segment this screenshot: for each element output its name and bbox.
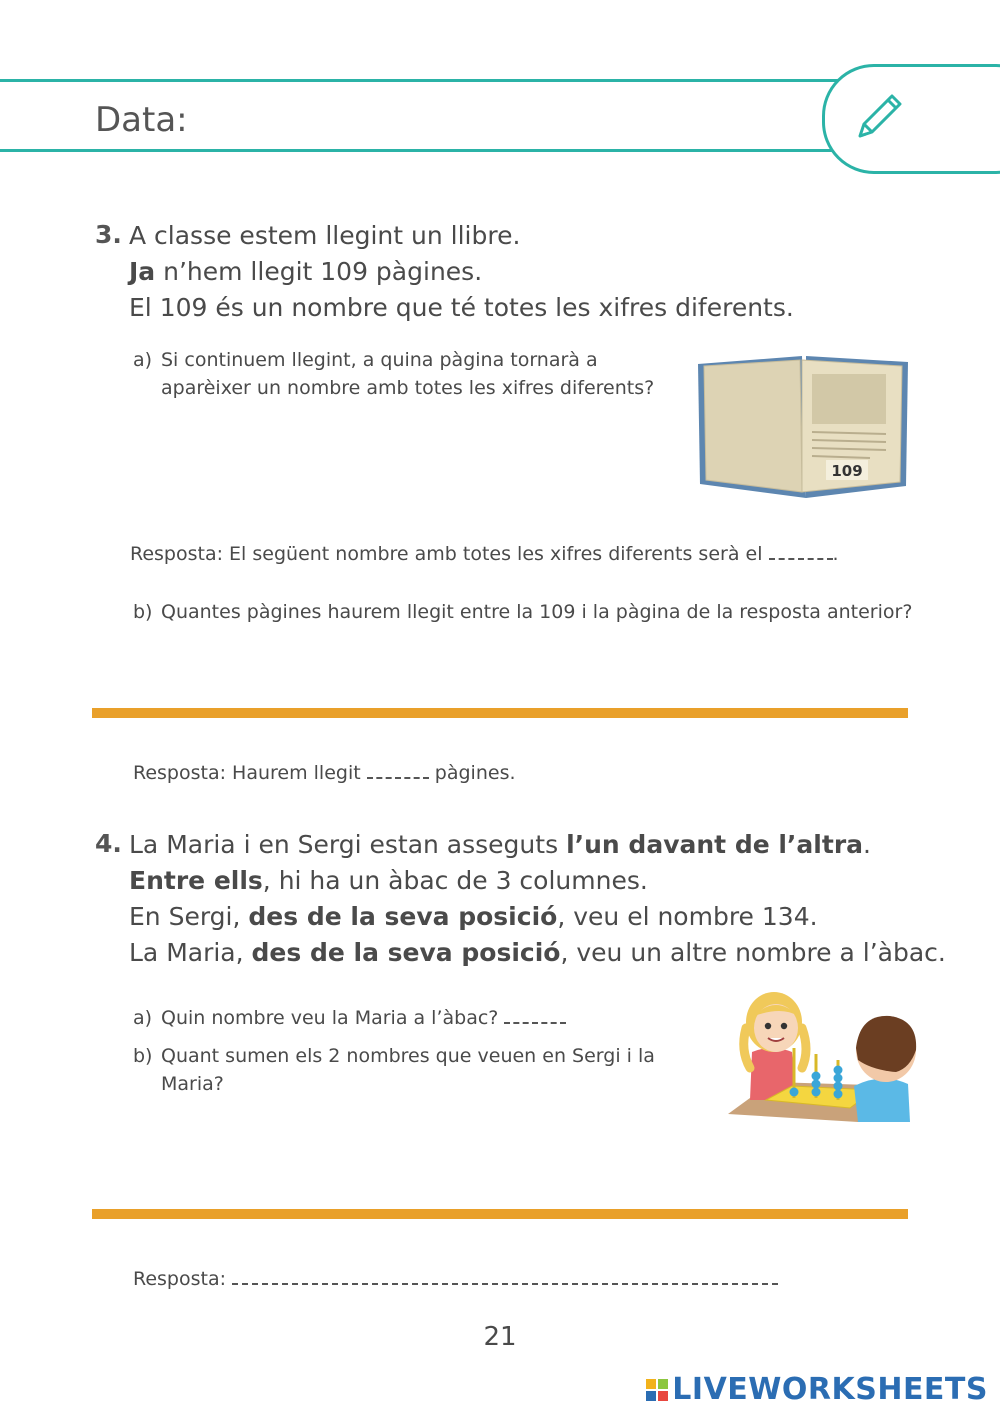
q3-answer-a: Resposta: El següent nombre amb totes les xifres diferents serà el . bbox=[130, 543, 839, 565]
q4-line4: La Maria, des de la seva posició, veu un altre nombre a l’àbac. bbox=[129, 938, 946, 967]
q4-sub-a bbox=[133, 1004, 693, 1034]
pencil-icon bbox=[852, 88, 908, 144]
date-label: Data: bbox=[95, 100, 188, 140]
q3-sub-a-line2: aparèixer un nombre amb totes les xifres diferents? bbox=[161, 377, 655, 399]
liveworksheets-logo-icon bbox=[646, 1379, 668, 1401]
open-book-illustration bbox=[694, 352, 912, 502]
q4-sub-b-line2: Maria? bbox=[161, 1073, 224, 1095]
q4-number: 4. bbox=[95, 829, 122, 858]
page-number: 21 bbox=[483, 1322, 517, 1352]
q3-line1: A classe estem llegint un llibre. bbox=[129, 221, 521, 250]
q3-sub-a bbox=[133, 346, 673, 406]
q3-sub-a-line1: Si continuem llegint, a quina pàgina tornarà a bbox=[161, 349, 598, 371]
q4-sub-a-blank[interactable] bbox=[504, 1008, 566, 1024]
q4-sub-b-line1: Quant sumen els 2 nombres que veuen en Sergi i la bbox=[161, 1045, 655, 1067]
q3-sub-b-letter: b) bbox=[133, 601, 153, 623]
q3-line3: El 109 és un nombre que té totes les xifres diferents. bbox=[129, 293, 794, 322]
divider-bar-2 bbox=[92, 1209, 908, 1219]
header-top-line bbox=[0, 79, 840, 82]
children-abacus-illustration bbox=[726, 988, 922, 1124]
q4-answer-blank[interactable] bbox=[232, 1269, 778, 1285]
q4-sub-b-letter: b) bbox=[133, 1045, 153, 1067]
q3-sub-a-letter: a) bbox=[133, 349, 153, 371]
book-page-number: 109 bbox=[831, 462, 863, 480]
q4-line3: En Sergi, des de la seva posició, veu el nombre 134. bbox=[129, 902, 818, 931]
q4-sub-a-text: Quin nombre veu la Maria a l’àbac? bbox=[161, 1007, 499, 1029]
q4-sub-a-letter: a) bbox=[133, 1007, 153, 1029]
pencil-badge bbox=[822, 64, 1000, 174]
q3-answer-a-blank[interactable] bbox=[769, 544, 833, 560]
q4-answer: Resposta: bbox=[133, 1268, 778, 1290]
q3-line2: Ja n’hem llegit 109 pàgines. bbox=[129, 257, 483, 286]
liveworksheets-text: LIVEWORKSHEETS bbox=[672, 1372, 988, 1407]
q3-answer-b-blank[interactable] bbox=[367, 763, 429, 779]
q4-sub-b bbox=[133, 1042, 693, 1102]
q3-answer-b: Resposta: Haurem llegit pàgines. bbox=[133, 762, 516, 784]
q3-sub-b bbox=[133, 598, 933, 628]
q3-sub-b-text: Quantes pàgines haurem llegit entre la 109 i la pàgina de la resposta anterior? bbox=[161, 601, 913, 623]
q4-line1: La Maria i en Sergi estan asseguts l’un davant de l’altra. bbox=[129, 830, 871, 859]
header-bottom-line bbox=[0, 149, 840, 152]
divider-bar-1 bbox=[92, 708, 908, 718]
q3-number: 3. bbox=[95, 220, 122, 249]
liveworksheets-brand[interactable] bbox=[646, 1372, 988, 1407]
q4-line2: Entre ells, hi ha un àbac de 3 columnes. bbox=[129, 866, 648, 895]
